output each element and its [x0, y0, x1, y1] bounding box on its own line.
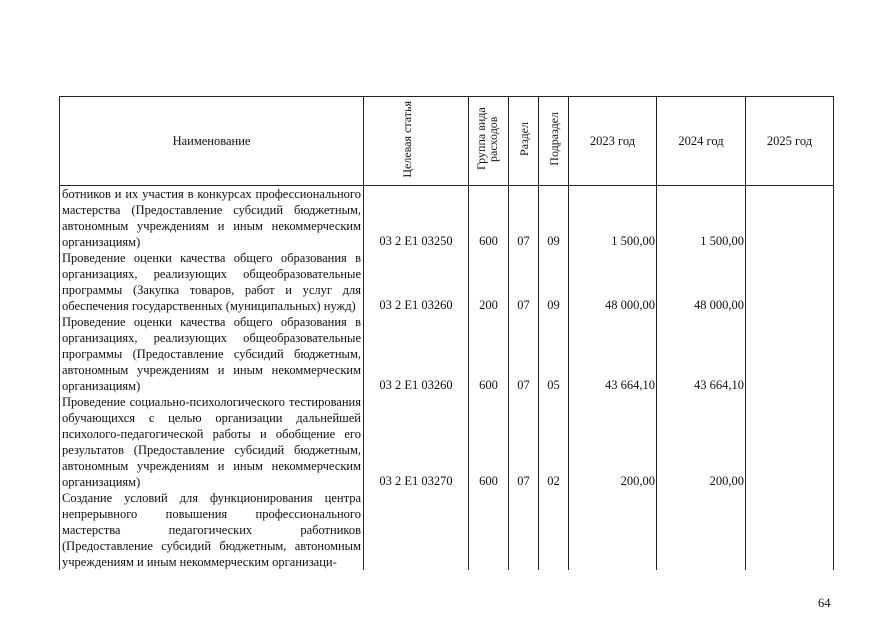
row-amount-2025 [746, 490, 834, 570]
row-name: Проведение оценки качества общего образования в организациях, реализующих общеобразовательные программы (Предоставление субсидий бюджетным, автономным учреждениям и иным некоммерческим организациям) [60, 314, 364, 394]
budget-table-page [59, 96, 833, 584]
row-amount-2023: 48 000,00 [569, 250, 657, 314]
row-target-article [364, 490, 469, 570]
row-subsection: 05 [539, 314, 569, 394]
budget-table [59, 96, 834, 570]
col-header-subsection: Подраздел [539, 97, 569, 186]
row-target-article: 03 2 E1 03260 [364, 314, 469, 394]
col-header-2025: 2025 год [746, 97, 834, 186]
row-amount-2023: 43 664,10 [569, 314, 657, 394]
page-number: 64 [818, 596, 831, 610]
row-name: Проведение оценки качества общего образования в организациях, реализующих общеобразовательные программы (Закупка товаров, работ и услуг для обеспечения государственных (муниципальных) нужд) [60, 250, 364, 314]
row-expense-group: 600 [469, 314, 509, 394]
row-amount-2025 [746, 250, 834, 314]
row-section: 07 [509, 394, 539, 490]
row-amount-2025 [746, 186, 834, 251]
col-header-2024: 2024 год [657, 97, 746, 186]
col-header-2023: 2023 год [569, 97, 657, 186]
table-row [60, 314, 834, 394]
row-amount-2023: 1 500,00 [569, 186, 657, 251]
row-name: Создание условий для функционирования центра непрерывного повышения профессионального мастерства педагогических работников (Предоставление субсидий бюджетным, автономным учреждениям и иным некоммерческим организаци- [60, 490, 364, 570]
row-subsection: 09 [539, 250, 569, 314]
row-target-article: 03 2 E1 03250 [364, 186, 469, 251]
row-section: 07 [509, 314, 539, 394]
table-header-row [60, 97, 834, 186]
col-header-name: Наименование [60, 97, 364, 186]
col-header-expense-group: Группа вида расходов [469, 97, 509, 186]
row-subsection [539, 490, 569, 570]
row-section: 07 [509, 186, 539, 251]
row-amount-2024: 43 664,10 [657, 314, 746, 394]
table-row [60, 394, 834, 490]
table-row [60, 186, 834, 251]
col-header-section: Раздел [509, 97, 539, 186]
row-subsection: 02 [539, 394, 569, 490]
row-target-article: 03 2 E1 03270 [364, 394, 469, 490]
table-row [60, 490, 834, 570]
row-amount-2025 [746, 394, 834, 490]
col-header-target-article: Целевая статья [364, 97, 469, 186]
row-name: Проведение социально-психологического тестирования обучающихся с целью организации дальнейшей психолого-педагогической работы и обобщение его результатов (Предоставление субсидий бюджетным, автономным учреждениям и иным некоммерческим организациям) [60, 394, 364, 490]
row-expense-group [469, 490, 509, 570]
table-row [60, 250, 834, 314]
row-expense-group: 600 [469, 186, 509, 251]
row-amount-2024: 48 000,00 [657, 250, 746, 314]
row-subsection: 09 [539, 186, 569, 251]
row-expense-group: 600 [469, 394, 509, 490]
row-section: 07 [509, 250, 539, 314]
row-target-article: 03 2 E1 03260 [364, 250, 469, 314]
row-amount-2024 [657, 490, 746, 570]
row-amount-2023 [569, 490, 657, 570]
row-amount-2023: 200,00 [569, 394, 657, 490]
row-name: ботников и их участия в конкурсах профессионального мастерства (Предоставление субсидий бюджетным, автономным учреждениям и иным некоммерческим организациям) [60, 186, 364, 251]
row-expense-group: 200 [469, 250, 509, 314]
row-amount-2024: 200,00 [657, 394, 746, 490]
row-section [509, 490, 539, 570]
row-amount-2024: 1 500,00 [657, 186, 746, 251]
row-amount-2025 [746, 314, 834, 394]
